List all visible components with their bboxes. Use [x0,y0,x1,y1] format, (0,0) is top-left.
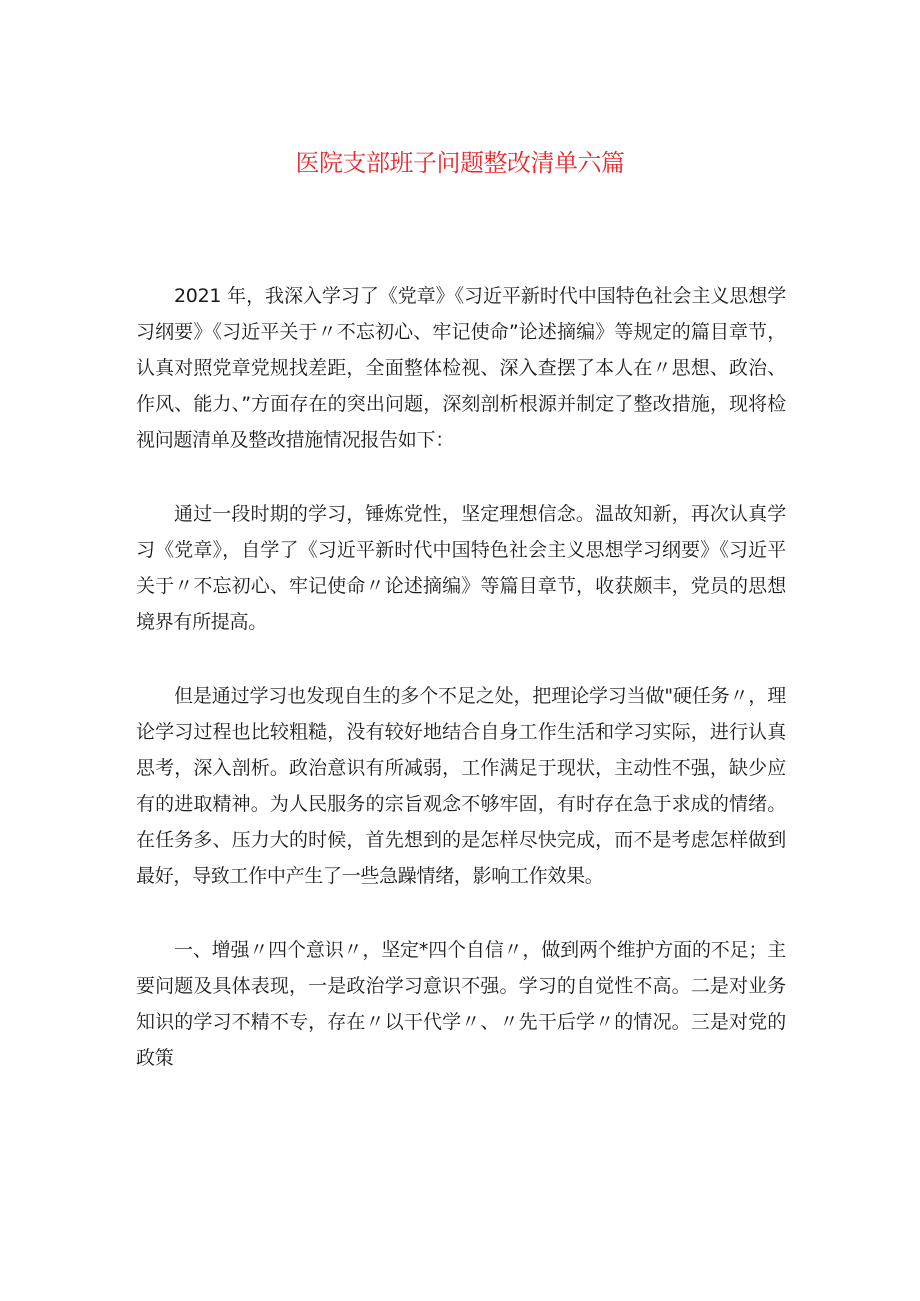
document-body [136,278,786,1114]
paragraph-2: 通过一段时期的学习，锤炼党性，坚定理想信念。温故知新，再次认真学习《党章》，自学了《习近平新时代中国特色社会主义思想学习纲要》《习近平关于〃不忘初心、牢记使命〃论述摘编》等篇目章节，收获颇丰，党员的思想境界有所提高。 [136,503,786,633]
document-title: 医院支部班子问题整改清单六篇 [295,149,625,177]
paragraph-3: 但是通过学习也发现自生的多个不足之处，把理论学习当做"硬任务〃，理论学习过程也比较粗糙，没有较好地结合自身工作生活和学习实际，进行认真思考，深入剖析。政治意识有所减弱，工作满足于现状，主动性不强，缺少应有的进取精神。为人民服务的宗旨观念不够牢固，有时存在急于求成的情绪。在任务多、压力大的时候，首先想到的是怎样尽快完成，而不是考虑怎样做到最好，导致工作中产生了一些急躁情绪，影响工作效果。 [136,685,786,887]
paragraph-1: 2021 年，我深入学习了《党章》《习近平新时代中国特色社会主义思想学习纲要》《习近平关于〃不忘初心、牢记使命”论述摘编》等规定的篇目章节，认真对照党章党规找差距，全面整体检视、深入查摆了本人在〃思想、政治、作风、能力、”方面存在的突出问题，深刻剖析根源并制定了整改措施，现将检视问题清单及整改措施情况报告如下： [136,285,786,451]
paragraph-4: 一、增强〃四个意识〃，坚定*四个自信〃，做到两个维护方面的不足；主要问题及具体表现，一是政治学习意识不强。学习的自觉性不高。二是对业务知识的学习不精不专，存在〃以干代学〃、〃先干后学〃的情况。三是对党的政策 [136,939,786,1069]
